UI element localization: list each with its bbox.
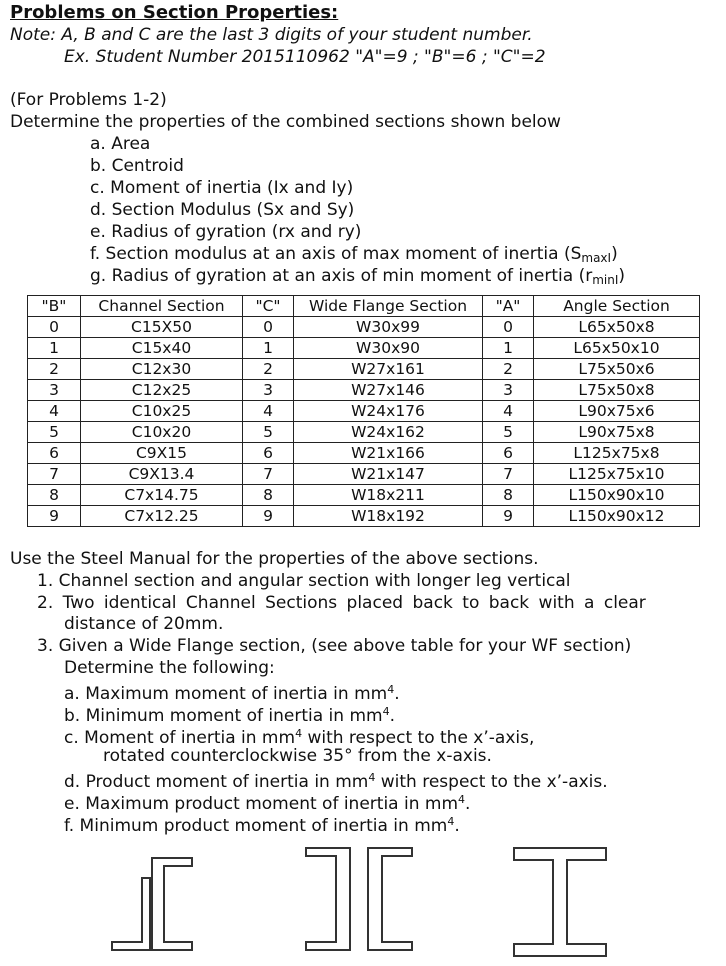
table-cell: L65x50x10 bbox=[534, 338, 700, 359]
table-cell: C10x20 bbox=[81, 422, 243, 443]
property-item: g. Radius of gyration at an axis of min moment of inertia $(r_{minI})$ bbox=[90, 266, 626, 287]
table-cell: 7 bbox=[28, 464, 81, 485]
table-cell: L75x50x6 bbox=[534, 359, 700, 380]
table-row bbox=[28, 422, 700, 443]
subitem-b: b. Minimum moment of inertia in $mm^4$. bbox=[64, 705, 395, 726]
property-item: b. Centroid bbox=[90, 156, 184, 176]
table-cell: 7 bbox=[243, 464, 294, 485]
table-cell: 0 bbox=[243, 317, 294, 338]
table-cell: 1 bbox=[243, 338, 294, 359]
table-cell: L125x75x10 bbox=[534, 464, 700, 485]
right-channel-shape bbox=[368, 848, 412, 950]
table-row bbox=[28, 380, 700, 401]
table-cell: 7 bbox=[483, 464, 534, 485]
table-cell: 1 bbox=[28, 338, 81, 359]
angle-section-shape bbox=[112, 878, 150, 950]
wide-flange-shape bbox=[514, 848, 606, 956]
header-channel: Channel Section bbox=[81, 296, 243, 317]
table-cell: 2 bbox=[28, 359, 81, 380]
subitem-e: e. Maximum product moment of inertia in $mm^4$. bbox=[64, 793, 471, 814]
table-cell: W30x90 bbox=[294, 338, 483, 359]
channel-angle-figure bbox=[104, 840, 206, 960]
table-cell: 5 bbox=[243, 422, 294, 443]
left-channel-shape bbox=[306, 848, 350, 950]
table-cell: W24x162 bbox=[294, 422, 483, 443]
table-cell: 9 bbox=[28, 506, 81, 527]
table-row bbox=[28, 317, 700, 338]
table-cell: 4 bbox=[483, 401, 534, 422]
table-cell: C9X15 bbox=[81, 443, 243, 464]
table-cell: C7x14.75 bbox=[81, 485, 243, 506]
property-item: a. Area bbox=[90, 134, 151, 154]
table-cell: L90x75x8 bbox=[534, 422, 700, 443]
table-row bbox=[28, 485, 700, 506]
table-cell: 5 bbox=[483, 422, 534, 443]
two-channels-figure bbox=[302, 840, 422, 960]
table-cell: C9X13.4 bbox=[81, 464, 243, 485]
problem-3: 3. Given a Wide Flange section, (see above table for your WF section) bbox=[37, 636, 632, 656]
table-cell: 4 bbox=[243, 401, 294, 422]
table-cell: 6 bbox=[483, 443, 534, 464]
table-cell: 9 bbox=[243, 506, 294, 527]
table-cell: W18x192 bbox=[294, 506, 483, 527]
example-text: Ex. Student Number 2015110962 "A"=9 ; "B"=6 ; "C"=2 bbox=[64, 47, 546, 67]
problem-3-cont: Determine the following: bbox=[64, 658, 275, 678]
table-cell: 3 bbox=[28, 380, 81, 401]
table-cell: W27x146 bbox=[294, 380, 483, 401]
for-problems-label: (For Problems 1-2) bbox=[10, 90, 167, 110]
table-cell: 3 bbox=[483, 380, 534, 401]
table-cell: C12x30 bbox=[81, 359, 243, 380]
table-cell: 0 bbox=[483, 317, 534, 338]
table-cell: W18x211 bbox=[294, 485, 483, 506]
table-cell: W24x176 bbox=[294, 401, 483, 422]
table-cell: L75x50x8 bbox=[534, 380, 700, 401]
table-cell: 2 bbox=[483, 359, 534, 380]
determine-text: Determine the properties of the combined sections shown below bbox=[10, 112, 561, 132]
table-cell: 2 bbox=[243, 359, 294, 380]
subitem-f: f. Minimum product moment of inertia in $mm^4$. bbox=[64, 815, 460, 836]
table-cell: 8 bbox=[28, 485, 81, 506]
problem-2: 2. Two identical Channel Sections placed back to back with a clear bbox=[37, 593, 646, 613]
subitem-d: d. Product moment of inertia in $mm^4$ with respect to the x’-axis. bbox=[64, 771, 608, 792]
header-c: "C" bbox=[243, 296, 294, 317]
table-cell: 6 bbox=[28, 443, 81, 464]
table-row bbox=[28, 464, 700, 485]
property-item: f. Section modulus at an axis of max moment of inertia $(S_{maxI})$ bbox=[90, 244, 618, 265]
problem-2-cont: distance of 20mm. bbox=[64, 614, 224, 634]
property-item: c. Moment of inertia (Ix and Iy) bbox=[90, 178, 354, 198]
table-cell: L65x50x8 bbox=[534, 317, 700, 338]
table-cell: 0 bbox=[28, 317, 81, 338]
table-cell: W30x99 bbox=[294, 317, 483, 338]
header-b: "B" bbox=[28, 296, 81, 317]
table-cell: L150x90x10 bbox=[534, 485, 700, 506]
header-a: "A" bbox=[483, 296, 534, 317]
header-wide-flange: Wide Flange Section bbox=[294, 296, 483, 317]
table-row bbox=[28, 359, 700, 380]
table-cell: C15X50 bbox=[81, 317, 243, 338]
use-steel-manual-text: Use the Steel Manual for the properties of the above sections. bbox=[10, 549, 539, 569]
table-cell: L125x75x8 bbox=[534, 443, 700, 464]
table-cell: 8 bbox=[483, 485, 534, 506]
table-row bbox=[28, 338, 700, 359]
table-header-row bbox=[28, 296, 700, 317]
page-title: Problems on Section Properties: bbox=[10, 2, 339, 23]
table-cell: W27x161 bbox=[294, 359, 483, 380]
table-cell: 9 bbox=[483, 506, 534, 527]
table-cell: C10x25 bbox=[81, 401, 243, 422]
table-cell: 3 bbox=[243, 380, 294, 401]
note-text: Note: A, B and C are the last 3 digits of your student number. bbox=[10, 25, 533, 45]
property-item: e. Radius of gyration (rx and ry) bbox=[90, 222, 362, 242]
section-table bbox=[27, 295, 700, 527]
table-cell: W21x166 bbox=[294, 443, 483, 464]
table-row bbox=[28, 401, 700, 422]
table-cell: 6 bbox=[243, 443, 294, 464]
table-row bbox=[28, 506, 700, 527]
table-cell: C7x12.25 bbox=[81, 506, 243, 527]
table-cell: C12x25 bbox=[81, 380, 243, 401]
header-angle: Angle Section bbox=[534, 296, 700, 317]
table-row bbox=[28, 443, 700, 464]
subitem-c-cont: rotated counterclockwise 35° from the x-axis. bbox=[103, 746, 492, 766]
wide-flange-figure bbox=[510, 840, 614, 966]
table-cell: W21x147 bbox=[294, 464, 483, 485]
table-cell: 4 bbox=[28, 401, 81, 422]
table-cell: 1 bbox=[483, 338, 534, 359]
table-cell: 5 bbox=[28, 422, 81, 443]
subitem-c: c. Moment of inertia in $mm^4$ with respect to the x’-axis, bbox=[64, 727, 535, 748]
table-cell: 8 bbox=[243, 485, 294, 506]
table-cell: L90x75x6 bbox=[534, 401, 700, 422]
subitem-a: a. Maximum moment of inertia in $mm^4$. bbox=[64, 683, 400, 704]
channel-section-shape bbox=[152, 858, 192, 950]
problem-1: 1. Channel section and angular section with longer leg vertical bbox=[37, 571, 571, 591]
table-cell: L150x90x12 bbox=[534, 506, 700, 527]
table-cell: C15x40 bbox=[81, 338, 243, 359]
property-item: d. Section Modulus (Sx and Sy) bbox=[90, 200, 355, 220]
